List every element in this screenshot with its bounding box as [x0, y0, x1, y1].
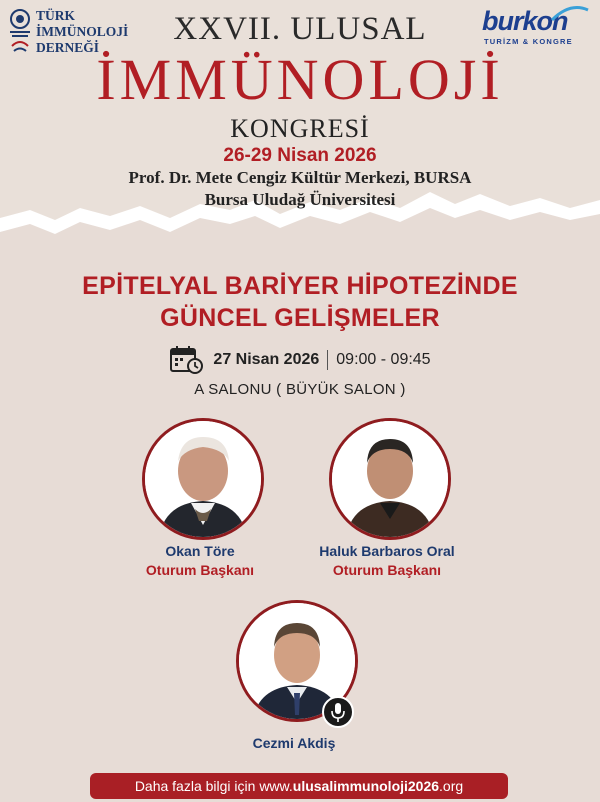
- speaker-name: Okan Töre: [165, 543, 235, 559]
- society-name-line: İMMÜNOLOJİ: [36, 24, 129, 39]
- microphone-badge: [322, 696, 354, 728]
- divider: [327, 350, 328, 370]
- congress-edition: XXVII. ULUSAL: [173, 11, 427, 47]
- speaker-role: Oturum Başkanı: [332, 562, 442, 578]
- session-title: [0, 270, 600, 334]
- congress-name: İMMÜNOLOJİ: [96, 47, 504, 112]
- footer-info-bar: [90, 773, 508, 799]
- congress-venue: Prof. Dr. Mete Cengiz Kültür Merkezi, BURSA: [128, 168, 472, 187]
- footer-prefix: Daha fazla bilgi için www.: [134, 778, 293, 794]
- speaker-name: Cezmi Akdiş: [252, 735, 336, 751]
- congress-type: KONGRESİ: [230, 114, 370, 143]
- calendar-clock-icon: [169, 345, 205, 375]
- session-title-line: EPİTELYAL BARİYER HİPOTEZİNDE: [82, 272, 518, 300]
- avatar: [329, 418, 451, 540]
- sponsor-tagline: TURİZM & KONGRE: [484, 37, 573, 46]
- speaker-name: Haluk Barbaros Oral: [319, 543, 455, 559]
- speaker-label: [287, 542, 487, 580]
- speaker-role: Oturum Başkanı: [145, 562, 255, 578]
- portrait-photo: [145, 421, 261, 537]
- session-schedule: [0, 345, 600, 375]
- avatar: [142, 418, 264, 540]
- society-name-line: DERNEĞİ: [36, 40, 100, 55]
- footer-domain: ulusalimmunoloji2026: [292, 778, 440, 794]
- microphone-icon: [324, 698, 352, 726]
- speaker-label: [100, 542, 300, 580]
- portrait-photo: [332, 421, 448, 537]
- session-date: 27 Nisan 2026: [213, 351, 320, 368]
- congress-university: Bursa Uludağ Üniversitesi: [204, 190, 396, 209]
- speaker-label: [194, 734, 394, 753]
- session-title-line: GÜNCEL GELİŞMELER: [160, 304, 440, 332]
- congress-dates: 26-29 Nisan 2026: [223, 145, 377, 166]
- session-time: 09:00 - 09:45: [336, 351, 431, 368]
- footer-suffix: .org: [439, 778, 464, 794]
- sponsor-brand: burkon: [482, 6, 568, 36]
- society-name-line: TÜRK: [36, 8, 76, 23]
- session-hall: A SALONU ( BÜYÜK SALON ): [194, 381, 406, 398]
